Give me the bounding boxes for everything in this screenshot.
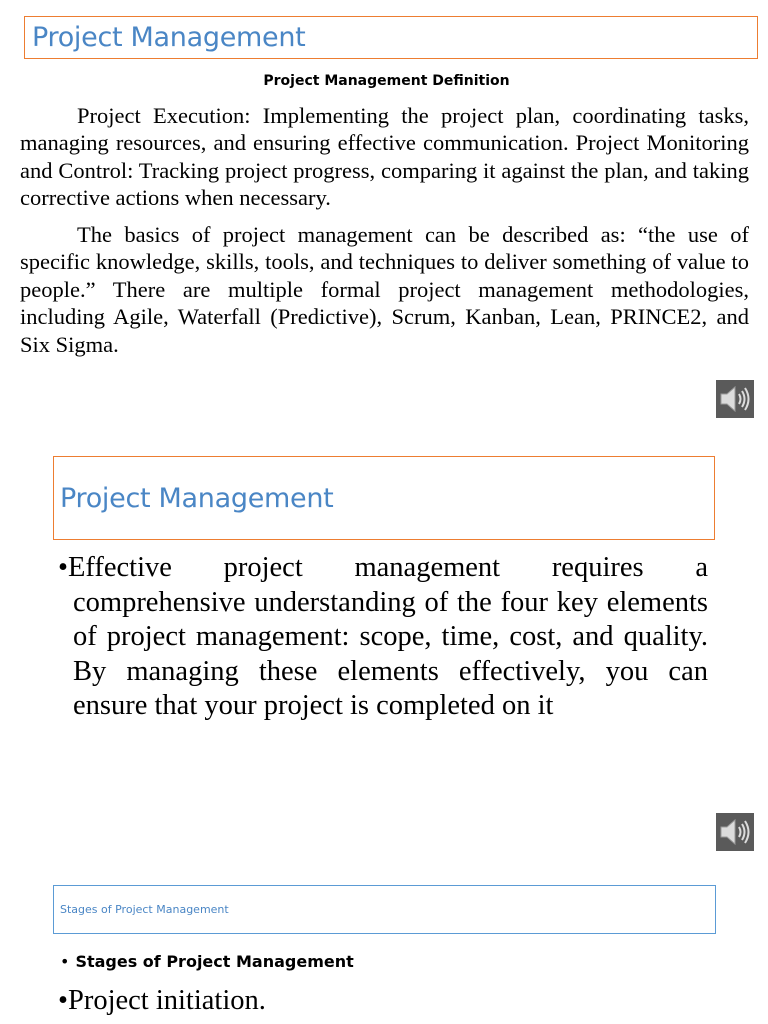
slide2-bullet-text: Effective project management requires a comprehensive understanding of the four key elements of project management: scope, time, cost, and quality. By managing these elements effectively, you can ensure that your project is completed on it — [67, 552, 708, 722]
slide3-title — [53, 885, 716, 934]
slide3-bullet-1 — [60, 952, 354, 971]
bullet-marker: • — [58, 552, 68, 583]
slide2-title-text: Project Management — [60, 482, 334, 514]
bullet-marker: • — [58, 985, 68, 1016]
speaker-icon[interactable] — [716, 380, 754, 418]
speaker-icon[interactable] — [716, 813, 754, 851]
slide2-bullet — [58, 551, 708, 724]
slide1-paragraph-2: The basics of project management can be described as: “the use of specific knowledge, skills, tools, and techniques to deliver something of value to people.” There are multiple formal project management methodologies, including Agile, Waterfall (Predictive), Scrum, Kanban, Lean, PRINCE2, and Six Sigma. — [20, 222, 749, 357]
slide1-title-text: Project Management — [32, 22, 306, 53]
slide1-paragraph-1: Project Execution: Implementing the project plan, coordinating tasks, managing resources, and ensuring effective communication. Project Monitoring and Control: Tracking project progress, comparing it against the plan, and taking corrective actions when necessary. — [20, 103, 749, 211]
bullet-marker: • — [60, 952, 70, 971]
slide1-subtitle: Project Management Definition — [263, 73, 510, 89]
slide3-title-text: Stages of Project Management — [60, 903, 229, 916]
slide1-title — [24, 16, 758, 59]
slide3-bullet-2-text: Project initiation. — [67, 985, 266, 1016]
slide3-bullet-2 — [58, 984, 458, 1019]
slide3-bullet-1-text: Stages of Project Management — [75, 952, 354, 971]
slide2-title — [53, 456, 715, 540]
